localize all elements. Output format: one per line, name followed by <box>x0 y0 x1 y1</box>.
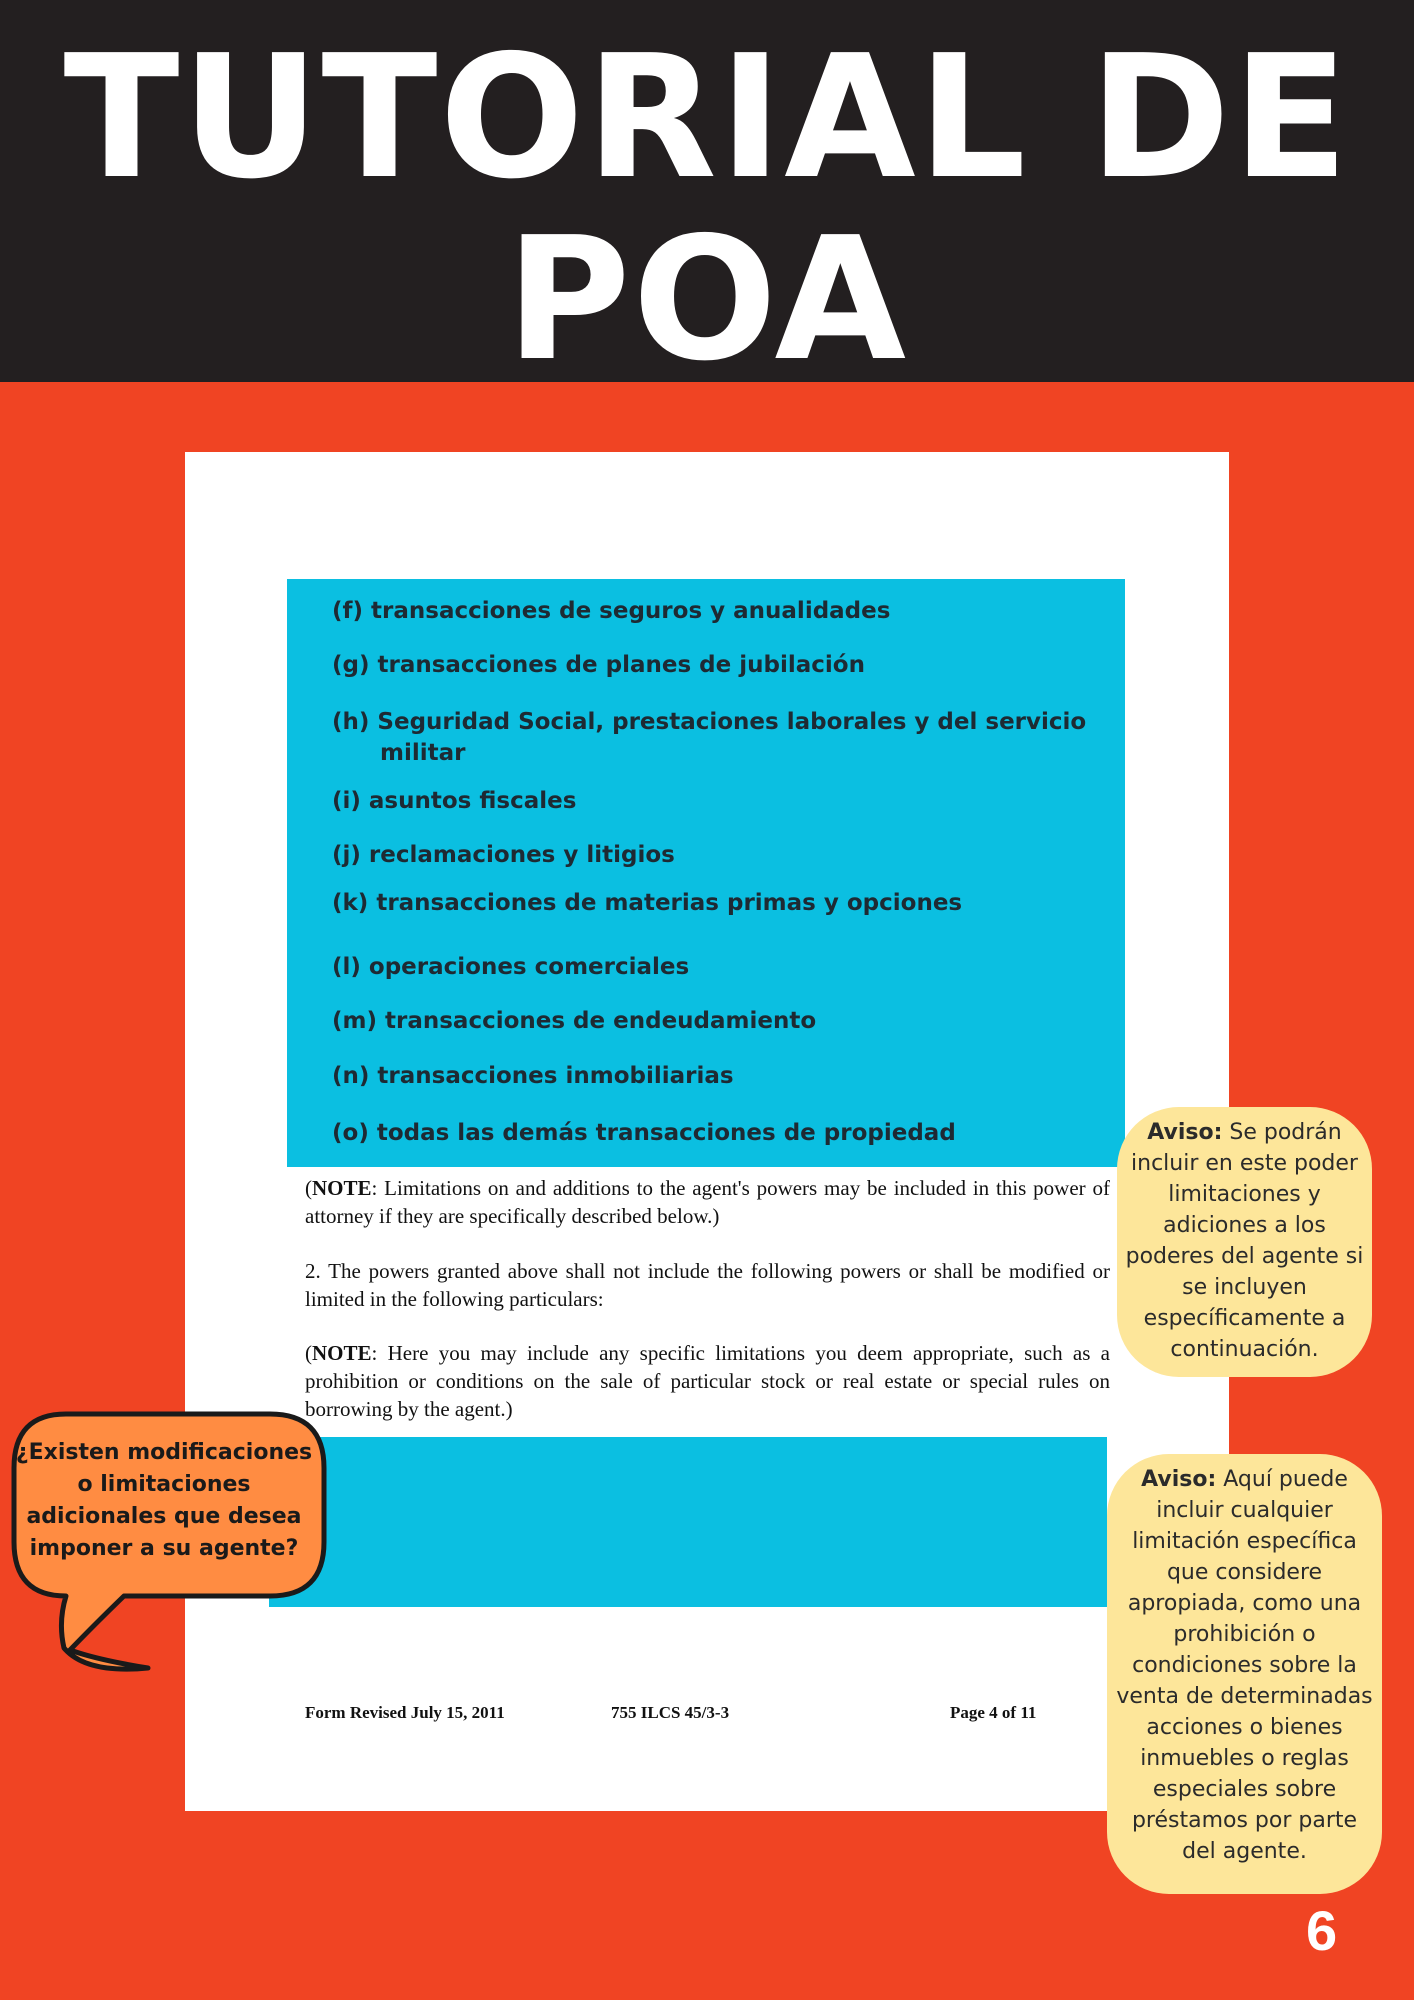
power-item-n: (n) transacciones inmobiliarias <box>332 1063 734 1089</box>
title-line-2: POA <box>505 201 909 399</box>
limitations-input-area[interactable] <box>269 1437 1107 1607</box>
power-item-h: (h) Seguridad Social, prestaciones laborales y del servicio militar <box>332 709 1087 766</box>
aviso-label: Aviso: <box>1147 1120 1223 1145</box>
power-item-g: (g) transacciones de planes de jubilación <box>332 652 865 678</box>
document-page-number: Page 4 of 11 <box>950 1703 1037 1722</box>
title-banner <box>0 0 1414 399</box>
note-body: : Limitations on and additions to the agent's powers may be included in this power of attorney if they are specifically described below.) <box>305 1176 1110 1228</box>
power-item-m: (m) transacciones de endeudamiento <box>332 1008 817 1034</box>
aviso-note-1 <box>1117 1107 1372 1377</box>
power-item-o: (o) todas las demás transacciones de propiedad <box>332 1120 956 1146</box>
aviso-text: Aquí puede incluir cualquier limitación específica que considere apropiada, como una prohibición o condiciones sobre la venta de determinadas acciones o bienes inmuebles o reglas especiales sobre préstamos por parte del agente. <box>1116 1467 1373 1864</box>
note-limitations: (NOTE: Limitations on and additions to the agent's powers may be included in this power of attorney if they are specifically described below.) <box>305 1176 1110 1228</box>
statute-reference: 755 ILCS 45/3-3 <box>611 1703 730 1722</box>
power-item-j: (j) reclamaciones y litigios <box>332 842 675 868</box>
clause-2: 2. The powers granted above shall not include the following powers or shall be modified or limited in the following particulars: <box>305 1259 1110 1311</box>
note-label: NOTE <box>312 1341 372 1365</box>
power-item-l: (l) operaciones comerciales <box>332 954 690 980</box>
power-item-f: (f) transacciones de seguros y anualidades <box>332 598 891 624</box>
form-revised-date: Form Revised July 15, 2011 <box>305 1703 505 1722</box>
power-item-k: (k) transacciones de materias primas y opciones <box>332 890 963 916</box>
aviso-text: Se podrán incluir en este poder limitaciones y adiciones a los poderes del agente si se incluyen específicamente a continuación. <box>1125 1120 1364 1362</box>
power-item-i: (i) asuntos fiscales <box>332 788 577 814</box>
title-line-1: TUTORIAL DE <box>63 19 1351 217</box>
note-label: NOTE <box>312 1176 372 1200</box>
note-body: : Here you may include any specific limitations you deem appropriate, such as a prohibition or conditions on the sale of particular stock or real estate or special rules on borrowing by the agent.) <box>305 1341 1110 1421</box>
note-specific-limitations: (NOTE: Here you may include any specific limitations you deem appropriate, such as a prohibition or conditions on the sale of particular stock or real estate or special rules on borrowing by the agent.) <box>305 1341 1110 1421</box>
bubble-question: ¿Existen modificaciones o limitaciones adicionales que desea imponer a su agente? <box>15 1440 313 1561</box>
page-number: 6 <box>1306 1899 1338 1962</box>
aviso-note-2 <box>1107 1454 1382 1894</box>
aviso-label: Aviso: <box>1141 1467 1217 1492</box>
